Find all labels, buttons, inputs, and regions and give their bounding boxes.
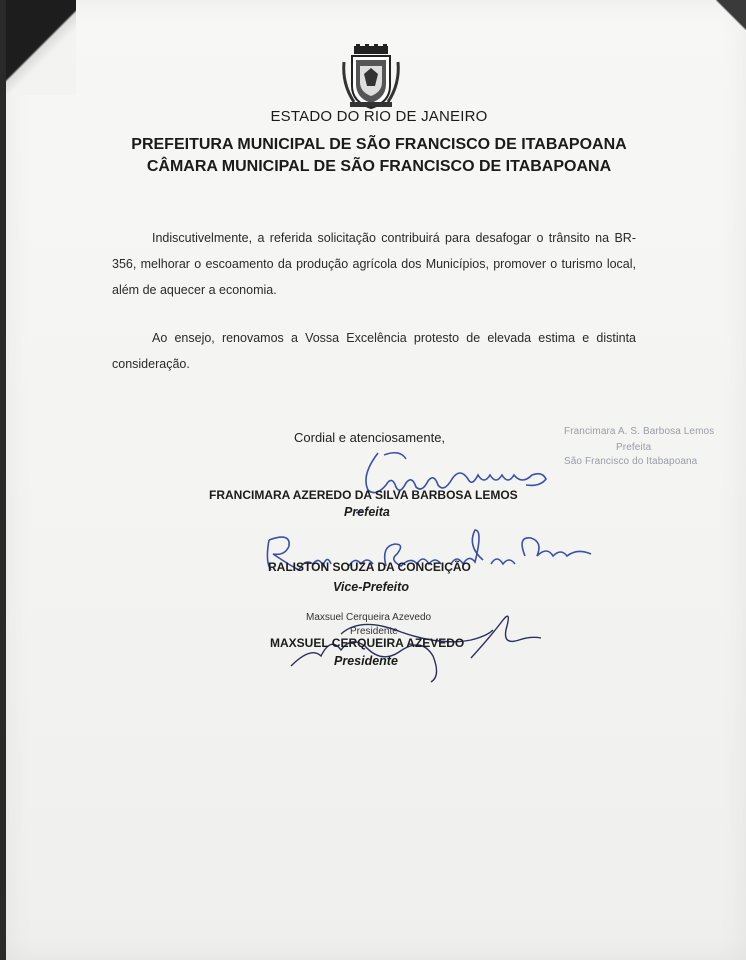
stamp-presidente-role: Presidente: [350, 626, 398, 637]
body-paragraph-2: [112, 325, 636, 377]
header-prefeitura: PREFEITURA MUNICIPAL DE SÃO FRANCISCO DE ITABAPOANA: [131, 136, 627, 153]
signatory-2-name: RALISTON SOUZA DA CONCEIÇÃO: [268, 560, 471, 574]
signatory-1-role: Prefeita: [344, 505, 390, 519]
page-corner-shadow: [716, 0, 746, 30]
stamp-prefeita-city: São Francisco do Itabapoana: [564, 456, 698, 467]
stamp-presidente-name: Maxsuel Cerqueira Azevedo: [306, 612, 432, 623]
coat-of-arms-icon: [340, 44, 402, 110]
signature-vice-prefeito: [261, 526, 601, 586]
page-fold-corner: [6, 0, 76, 95]
body-paragraph-1-text: Indiscutivelmente, a referida solicitação contribuirá para desafogar o trânsito na BR-356, melhorar o escoamento da produção agrícola dos Municípios, promover o turismo local, além de aquecer a economia.: [112, 231, 636, 297]
document-page: [6, 0, 746, 960]
signatory-3-role: Presidente: [334, 654, 398, 668]
stamp-prefeita-name: Francimara A. S. Barbosa Lemos: [564, 426, 715, 437]
signatory-3-name: MAXSUEL CERQUEIRA AZEVEDO: [270, 636, 465, 650]
body-paragraph-2-text: Ao ensejo, renovamos a Vossa Excelência protesto de elevada estima e distinta consideração.: [112, 331, 636, 371]
header-state: ESTADO DO RIO DE JANEIRO: [270, 108, 488, 125]
closing-salutation: Cordial e atenciosamente,: [294, 430, 446, 445]
signatory-1-name: FRANCIMARA AZEREDO DA SILVA BARBOSA LEMOS: [209, 488, 518, 502]
body-paragraph-1: [112, 225, 636, 303]
stamp-prefeita-role: Prefeita: [616, 442, 652, 453]
signatory-2-role: Vice-Prefeito: [333, 580, 409, 594]
header-camara: CÂMARA MUNICIPAL DE SÃO FRANCISCO DE ITABAPOANA: [146, 158, 612, 175]
